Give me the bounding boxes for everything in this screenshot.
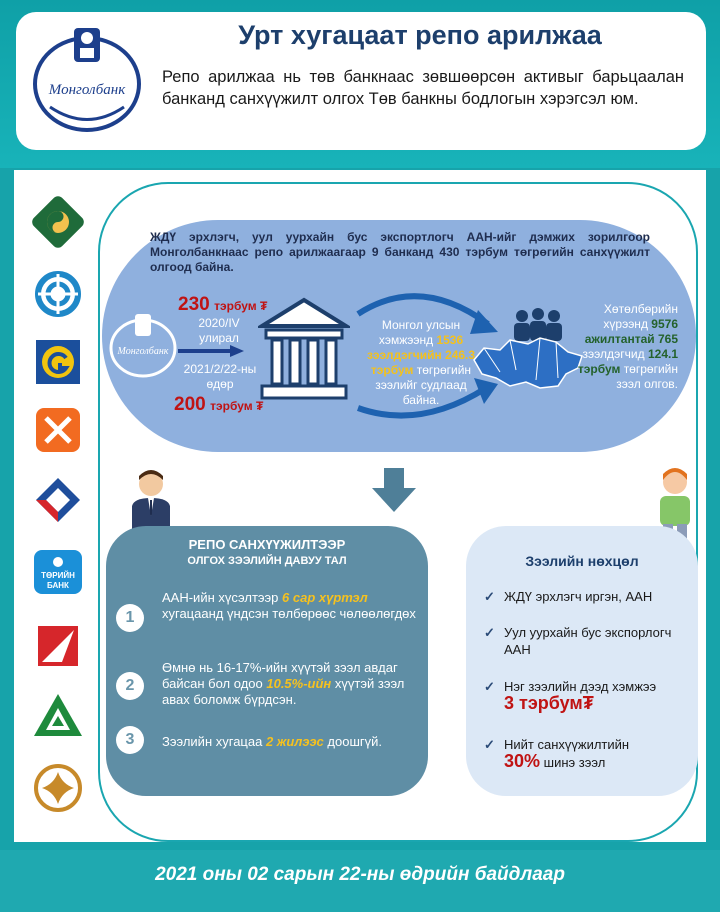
advantage-3-post: доошгүй.	[323, 734, 382, 749]
period-2: 2021/2/22-ны өдөр	[183, 362, 257, 391]
middle-summary	[356, 318, 486, 408]
mongolbank-mini-logo	[108, 310, 178, 380]
check-icon: ✓	[484, 737, 495, 752]
svg-text:БАНК: БАНК	[47, 581, 69, 590]
bank-logo-4	[32, 404, 84, 456]
advantage-item-3	[162, 734, 418, 750]
advantage-2-pre: Өмнө нь 16-17%-ийн хүүтэй зээл авдаг байсан бол одоо	[162, 660, 398, 691]
condition-item-2	[484, 624, 692, 658]
flow-headline: ЖДҮ эрхлэгч, уул уурхайн бус экспортлогч ААН-ийг дэмжих зорилгоор Монголбанкнаас репо арилжаагаар 9 банканд 430 тэрбум төгрөгийн санхүүжилт олгоод байна.	[150, 230, 650, 274]
mongolbank-logo	[30, 22, 144, 136]
advantage-1-post: хугацаанд үндсэн төлбөрөөс чөлөөлөгдөх	[162, 606, 416, 621]
bank-logo-9	[32, 762, 84, 814]
advantages-title-line-2: ОЛГОХ ЗЭЭЛИЙН ДАВУУ ТАЛ	[187, 555, 347, 567]
bank-logo-1	[32, 196, 84, 248]
advantage-item-2	[162, 660, 418, 708]
middle-highlight: 1536 зээлдэгчийн 246.3 тэрбум	[366, 333, 476, 377]
page-title: Урт хугацаат репо арилжаа	[238, 20, 602, 50]
amount-2-value: 200	[174, 394, 206, 415]
period-1: 2020/IV улирал	[198, 316, 240, 345]
down-arrow-icon	[370, 468, 418, 512]
amount-2-unit: тэрбум ₮	[210, 399, 264, 413]
condition-4-big: 30%	[504, 751, 541, 771]
advantages-title	[110, 536, 424, 570]
right-highlight-2: 124.1 тэрбум	[577, 347, 678, 376]
right-post: төгрөгийн зээл олгов.	[616, 362, 678, 391]
advantage-number-2: 2	[116, 672, 144, 700]
arrow-right-icon	[178, 344, 246, 358]
advantages-title-line-1: РЕПО САНХҮҮЖИЛТЭЭР	[188, 537, 346, 552]
advantage-1-pre: ААН-ийн хүсэлтээр	[162, 590, 283, 605]
bank-logo-2	[32, 268, 84, 320]
bank-logo-7	[32, 620, 84, 672]
svg-text:Монголбанк: Монголбанк	[48, 82, 126, 98]
advantage-3-highlight: 2 жилээс	[265, 734, 324, 749]
svg-text:Монголбанк: Монголбанк	[117, 346, 169, 357]
right-mid: зээлдэгчид	[582, 347, 645, 361]
right-summary	[560, 302, 678, 392]
condition-4-suffix: шинэ зээл	[540, 755, 606, 770]
advantage-2-post: хүүтэй зээл авах боломж бүрдсэн.	[162, 676, 405, 707]
condition-1-text: ЖДҮ эрхлэгч иргэн, ААН	[504, 589, 653, 604]
condition-2-text: Уул уурхайн бус экспорлогч ААН	[504, 625, 672, 657]
advantage-1-highlight: 6 сар хүртэл	[282, 590, 368, 605]
bank-logo-8	[32, 690, 84, 742]
condition-item-1	[484, 588, 692, 605]
amount-1-value: 230	[178, 294, 210, 315]
advantage-item-1	[162, 590, 418, 622]
condition-3-text: Нэг зээлийн дээд хэмжээ	[504, 679, 657, 694]
condition-item-4	[484, 736, 692, 771]
check-icon: ✓	[484, 679, 495, 694]
bank-logo-5	[32, 474, 84, 526]
amount-1-unit: тэрбум ₮	[214, 299, 268, 313]
check-icon: ✓	[484, 589, 495, 604]
right-highlight-1: 9576 ажилтантай 765	[584, 317, 678, 346]
bank-building-icon	[258, 296, 350, 402]
intro-text: Репо арилжаа нь төв банкнаас зөвшөөрсөн активыг барьцаалан банканд санхүүжилт олгох Төв банкны бодлогын хэрэгсэл юм.	[162, 68, 684, 108]
middle-post: төгрөгийн зээлийг судлаад байна.	[375, 363, 472, 407]
condition-item-3	[484, 678, 692, 713]
advantage-3-pre: Зээлийн хугацаа	[162, 734, 266, 749]
svg-text:ТӨРИЙН: ТӨРИЙН	[41, 571, 75, 580]
condition-3-big: 3 тэрбум₮	[504, 693, 594, 713]
advantage-2-highlight: 10.5%-ийн	[266, 676, 332, 691]
advantage-number-3: 3	[116, 726, 144, 754]
advantage-number-1: 1	[116, 604, 144, 632]
check-icon: ✓	[484, 625, 495, 640]
right-pre: Хөтөлбөрийн хүрээнд	[603, 302, 678, 331]
middle-pre: Монгол улсын хэмжээнд	[378, 318, 461, 347]
bank-logo-column	[14, 170, 84, 842]
bank-logo-3	[32, 336, 84, 388]
footer-date: 2021 оны 02 сарын 22-ны өдрийн байдлаар	[155, 864, 565, 885]
bank-logo-6	[32, 546, 84, 598]
condition-4-text: Нийт санхүүжилтийн	[504, 737, 630, 752]
conditions-title: Зээлийн нөхцөл	[525, 553, 639, 569]
